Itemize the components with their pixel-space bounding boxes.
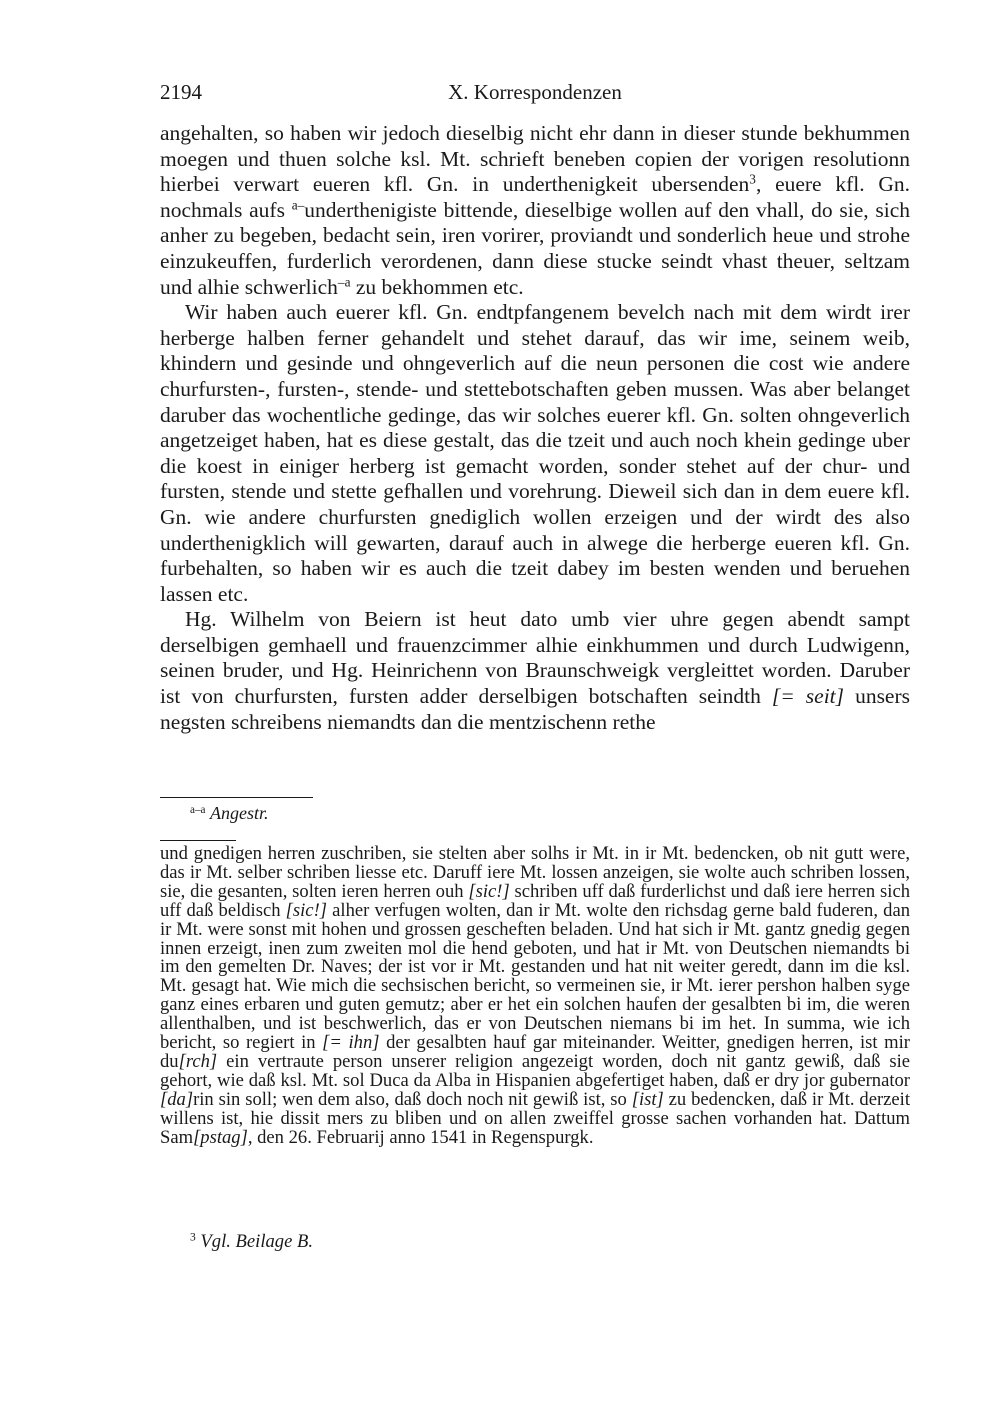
paragraph-2: Wir haben auch euerer kfl. Gn. endtpfangenem bevelch nach mit dem wirdt irer herberge halben ferner gehandelt und stehet darauf, das wir ime, seinem weib, khindern und gesinde und ohngeverlich auf die neun personen die cost wie andere churfursten-, fursten-, stende- und stettebotschaften geben mussen. Was aber belanget daruber das wochentliche gedinge, das wir solches euerer kfl. Gn. solten ohngeverlich angetzeiget haben, hat es diese gestalt, das die tzeit und auch noch khein gedinge uber die koest in einiger herberg ist gemacht worden, sonder stehet auf der chur- und fursten, stende und stette gefhallen und vorehrung. Dieweil sich dan in dem euere kfl. Gn. wie andere churfursten gnediglich wollen erzeigen und der wirdt des also underthenigklich will gewarten, darauf auch in alwege die herberge eueren kfl. Gn. furbehalten, so haben wir es auch die tzeit dabey im besten wenden und beruehen lassen etc. [160,300,910,606]
text-run: , den 26. Februarij anno 1541 in Regenspurgk. [247,1126,594,1148]
footnote-reference-3: 3 [749,171,756,187]
footnote-text: Vgl. Beilage B. [200,1231,313,1252]
text-run: alher verfugen wolten, dan ir Mt. wolte den richsdag gerne bald fuderen, dan ir Mt. were sonst mit hohen und grossen gescheften beladen. Und hat sich ir Mt. gantz gnedig gegen innen erzeigt, inen zum zweiten mol die hend geboten, und hat ir Mt. von Deutschen niemandts bi im den gemelten Dr. Naves; der ist vor ir Mt. gestanden und hat nit weiter geredt, dann im die ksl. Mt. gesagt hat. Wie mich die sechsischen bericht, so vermeinen sie, ir Mt. ierer pershon halben syge ganz eines erbaren und guten gemutz; aber er het ein solchen haufen der gesalbten bi im, die weren allenthalben, und ist beschwerlich, das er von Deutschen niemans bi im het. In summa, wie ich bericht, so regiert in [160,899,910,1054]
text-run: angehalten, so haben wir jedoch dieselbig nicht ehr dann in dieser stunde bekhummen moegen und thuen solche ksl. Mt. schrieft beneben copien der vorigen resolutionn hierbei verwart eueren kfl. Gn. in underthenigkeit ubersenden [160,121,910,197]
editorial-insertion: [= ihn] [322,1032,380,1054]
editorial-insertion: [sic!] [285,899,327,921]
paragraph-1 [160,121,910,300]
page-header [160,80,910,108]
text-run: zu bedencken, daß ir Mt. derzeit willens ist, hie dissit mers zu bliben und on allen zweiffel grosse sachen vorhanden hat. Dattum Sam [160,1088,910,1148]
footnote-continued [160,845,910,1148]
textual-note-mark-open: a– [291,197,305,213]
footnote-divider [160,840,236,841]
text-run: und gnedigen herren zuschriben, sie stelten aber solhs ir Mt. in ir Mt. bedencken, ob nit gutt were, das ir Mt. selber schriben liesse etc. Daruff iere Mt. lossen anzeigen, sie wolte auch schriben lossen, sie, die gesanten, solten ieren herren ouh [160,843,910,902]
footnote-3 [190,1230,313,1254]
editorial-insertion: [sic!] [468,880,510,902]
textual-note-mark-close: –a [337,274,351,290]
text-run: der gesalbten hauf gar miteinander. Weitter, gnedigen herren, ist mir du [160,1032,910,1072]
main-text [160,121,910,735]
text-run: ein vertraute person unserer religion angezeigt worden, doch nit gantz gewiß, daß sie gehort, wie daß ksl. Mt. sol Duca da Alba in Hispanien abgefertiget haben, daß er dry jor gubernator [160,1050,910,1091]
text-run: Hg. Wilhelm von Beiern ist heut dato umb vier uhre gegen abendt sampt derselbigen gemhaell und frauenzcimmer alhie einkhummen und durch Ludwigenn, seinen bruder, und Hg. Heinrichenn von Braunschweigk vergleittet worden. Daruber ist von churfursten, fursten adder derselbigen botschaften seindth [160,607,910,709]
footnote-marker: a–a [190,803,206,816]
page-number: 2194 [160,80,202,104]
text-run: unsers negsten schreibens niemandts dan die mentzischenn rethe [160,684,911,734]
footnote-number: 3 [190,1231,196,1244]
footnote-text: Angestr. [209,803,269,823]
editorial-insertion: [da] [160,1088,194,1110]
editorial-insertion: [= seit] [771,684,845,709]
editorial-insertion: [rch] [178,1050,218,1072]
footnote-divider [160,797,313,798]
textual-footnote-a [190,801,268,825]
text-run: , euere kfl. Gn. nochmals aufs [160,172,910,222]
text-run: zu bekhommen etc. [350,274,524,299]
editorial-insertion: [ist] [631,1088,664,1110]
text-run: rin sin soll; wen dem also, daß doch noch nit gewiß ist, so [193,1088,632,1110]
text-run: underthenigiste bittende, dieselbige wollen auf den vhall, do sie, sich anher zu begeben, bedacht sein, iren vorirer, proviandt und sonderlich heue und strohe einzukeuffen, furderlich verordenen, dann diese stucke seindt vhast theuer, seltzam und alhie schwerlich [160,197,910,299]
paragraph-3 [160,607,910,735]
text-run: schriben uff daß furderlichst und daß iere herren sich uff daß beldisch [160,880,910,921]
editorial-insertion: [pstag] [193,1126,248,1148]
running-title: X. Korrespondenzen [448,80,622,104]
